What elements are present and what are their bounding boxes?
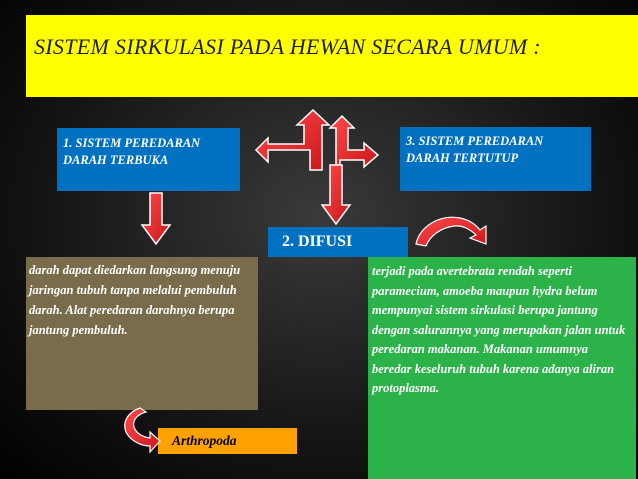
box-terbuka-description: darah dapat diedarkan langsung menuju jaringan tubuh tanpa melalui pembuluh darah. Alat peredaran darahnya berupa jantung pembuluh. (26, 257, 258, 410)
arrow-down-icon (322, 165, 350, 224)
box-sistem-tertutup: 3. SISTEM PEREDARAN DARAH TERTUTUP (400, 127, 591, 191)
page-title: SISTEM SIRKULASI PADA HEWAN SECARA UMUM : (34, 34, 541, 59)
box-sistem-terbuka: 1. SISTEM PEREDARAN DARAH TERBUKA (57, 128, 240, 191)
box-difusi-description: terjadi pada avertebrata rendah seperti paramecium, amoeba maupun hydra belum mempunyai sistem sirkulasi berupa jantung dengan salurannya yang merupakan jalan untuk peredaran makanan. Makanan umumnya beredar keseluruh tubuh karena adanya aliran protoplasma. (368, 257, 636, 479)
curved-arrow-left-icon (125, 408, 160, 452)
arrow-up-right-icon (330, 116, 378, 170)
box-difusi: 2. DIFUSI (268, 227, 408, 257)
arrow-up-left-icon (256, 110, 329, 170)
curved-arrow-right-icon (416, 217, 486, 246)
arrow-down-left-icon (142, 193, 170, 244)
box-arthropoda: Arthropoda (158, 428, 297, 454)
